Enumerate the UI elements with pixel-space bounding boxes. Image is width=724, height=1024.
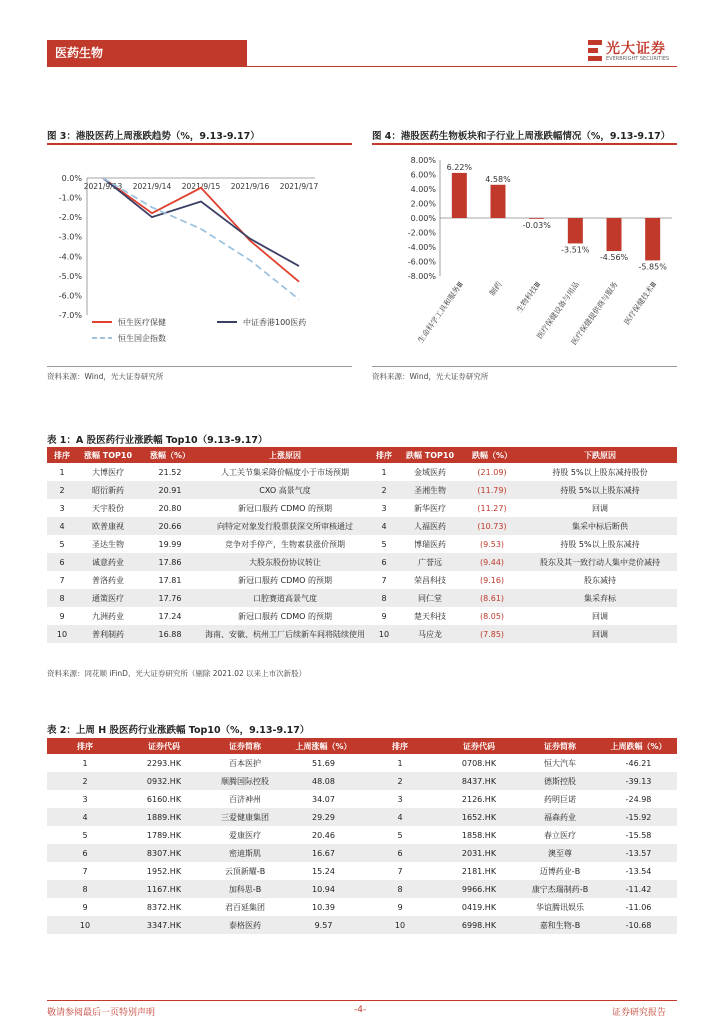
fig3-line-chart — [47, 150, 352, 365]
table1-row — [47, 463, 677, 481]
table1-loss-reason: 股东减持 — [584, 575, 616, 585]
table1-name-down: 新华医疗 — [414, 503, 446, 513]
table2-code-down: 2126.HK — [461, 794, 497, 804]
table2-rank-up: 10 — [47, 916, 123, 934]
footer-rule — [47, 1000, 677, 1001]
fig4-data-label: -4.56% — [599, 253, 629, 263]
table2-loss-value: -11.42 — [600, 880, 677, 898]
fig3-y-tick-label: -4.0% — [58, 252, 82, 262]
table1-name-up: 九洲药业 — [92, 611, 124, 621]
table2-loss-value: -13.54 — [625, 866, 652, 876]
table2-code-up: 1167.HK — [123, 880, 205, 898]
table1-gain-reason: 竞争对手停产，生物素获涨价预期 — [225, 539, 345, 549]
fig3-y-tick-label: -2.0% — [58, 213, 82, 223]
table1-gain-reason: 新冠口服药 CDMO 的预期 — [237, 611, 333, 621]
table2-name-up: 百济神州 — [229, 794, 261, 804]
fig4-bar — [452, 173, 467, 218]
table1-row — [47, 625, 677, 643]
table1-rank-down: 1 — [381, 467, 387, 477]
table2-gain-value: 16.67 — [285, 844, 362, 862]
table2-row — [47, 754, 677, 772]
fig3-x-tick-label: 2021/9/13 — [83, 182, 123, 191]
table1-gain-reason: 向特定对象发行股票获深交所审核通过 — [201, 517, 369, 535]
fig4-y-tick-label: 8.00% — [410, 156, 436, 165]
table1-loss-value: (8.05) — [479, 611, 505, 621]
table2-rank-up: 1 — [82, 758, 88, 768]
table1-row — [47, 517, 677, 535]
table2-rank-up: 7 — [82, 866, 88, 876]
fig4-title: 图 4：港股医药生物板块和子行业上周涨跌幅情况（%，9.13-9.17） — [372, 131, 671, 142]
table1-name-up: 欧普康视 — [77, 517, 139, 535]
table1-gain-reason: CXO 高景气度 — [201, 481, 369, 499]
table2-name-down: 迈博药业-B — [539, 866, 581, 876]
fig4-bar — [491, 185, 506, 218]
fig3-x-tick-label: 2021/9/15 — [181, 182, 221, 191]
table2-name-up: 三爱健康集团 — [205, 808, 285, 826]
table1-gain-reason: 人工关节集采降价幅度小于市场预期 — [221, 467, 349, 477]
table2-rank-down: 3 — [397, 794, 403, 804]
table1-loss-value: (9.44) — [461, 553, 523, 571]
fig4-bar — [529, 218, 544, 219]
table1-gain-reason: 海南、安徽、杭州工厂后续新车间将陆续使用 — [201, 625, 369, 643]
table1-rank-up: 3 — [59, 503, 65, 513]
table1-loss-value: (21.09) — [477, 467, 507, 477]
table1-loss-value: (11.79) — [461, 481, 523, 499]
table1-gain-reason: 新冠口服药 CDMO 的预期 — [237, 503, 333, 513]
table2-code-up: 1789.HK — [146, 830, 182, 840]
table2-loss-value: -24.98 — [625, 794, 652, 804]
fig4-category-label: 医疗保健技术Ⅲ — [622, 279, 659, 327]
table1-header-cell: 涨幅 TOP10 — [77, 447, 139, 463]
logo-subtitle: EVERBRIGHT SECURITIES — [606, 56, 670, 62]
table2-code-down: 1858.HK — [461, 830, 497, 840]
table1-rank-up: 2 — [47, 481, 77, 499]
table2-gain-value: 34.07 — [312, 794, 335, 804]
table1-gain-reason: 大股东股份协议转让 — [201, 553, 369, 571]
table2-name-up: 顺腾国际控股 — [205, 772, 285, 790]
table2-row — [47, 862, 677, 880]
table2-header-cell: 上周涨幅（%） — [285, 738, 362, 754]
table2-code-up: 3347.HK — [123, 916, 205, 934]
table1-rank-up: 7 — [59, 575, 65, 585]
fig4-y-tick-label: -6.00% — [407, 257, 436, 267]
table2-header-cell: 证券简称 — [205, 738, 285, 754]
table2-loss-value: -15.58 — [625, 830, 652, 840]
table1-row — [47, 571, 677, 589]
table2-rank-down: 7 — [397, 866, 403, 876]
table2-code-down: 2031.HK — [438, 844, 520, 862]
table2 — [47, 738, 677, 934]
fig4-y-tick-label: 4.00% — [410, 185, 436, 194]
fig4-category-label: 生物科技Ⅲ — [514, 279, 543, 314]
fig3-x-tick-label: 2021/9/14 — [132, 182, 172, 191]
logo-mark-icon — [588, 40, 602, 62]
table2-gain-value: 9.57 — [285, 916, 362, 934]
table1-gain-value: 20.80 — [158, 503, 182, 513]
table2-header-cell: 排序 — [47, 738, 123, 754]
table2-name-up: 君百延集团 — [225, 902, 265, 912]
table1-name-up: 天宇股份 — [92, 503, 124, 513]
table2-rank-up: 4 — [47, 808, 123, 826]
fig3-bottom-rule — [47, 366, 352, 367]
table2-title: 表 2：上周 H 股医药行业涨跌幅 Top10（%，9.13-9.17） — [47, 725, 310, 736]
table2-header-cell: 证券简称 — [520, 738, 600, 754]
fig3-y-tick-label: -5.0% — [58, 271, 82, 281]
table2-name-up: 泰格医药 — [205, 916, 285, 934]
table2-header-cell: 排序 — [362, 738, 438, 754]
table1-header-cell: 跌幅 TOP10 — [399, 447, 461, 463]
table1-loss-value: (8.61) — [461, 589, 523, 607]
table1-name-up: 普利制药 — [77, 625, 139, 643]
table2-name-up: 云顶新耀-B — [224, 866, 266, 876]
table2-rank-down: 1 — [397, 758, 403, 768]
table1-gain-value: 17.76 — [139, 589, 201, 607]
table2-rank-up: 8 — [47, 880, 123, 898]
table1-rank-up: 10 — [47, 625, 77, 643]
table1-rank-up: 9 — [59, 611, 65, 621]
table2-code-down: 8437.HK — [438, 772, 520, 790]
table2-code-down: 9966.HK — [438, 880, 520, 898]
table2-name-down: 澳至尊 — [520, 844, 600, 862]
table2-code-up: 8372.HK — [146, 902, 182, 912]
table1-name-up: 普洛药业 — [92, 575, 124, 585]
table2-row — [47, 826, 677, 844]
table1-name-down: 马应龙 — [399, 625, 461, 643]
table1-name-up: 通策医疗 — [77, 589, 139, 607]
table1-gain-value: 17.24 — [158, 611, 182, 621]
table1-loss-reason: 集采中标后断供 — [523, 517, 677, 535]
fig4-bar — [645, 218, 660, 260]
table2-rank-down: 9 — [397, 902, 403, 912]
table2-row — [47, 844, 677, 862]
table2-code-down: 1652.HK — [438, 808, 520, 826]
fig4-bar — [607, 218, 622, 251]
table1-name-up: 圣达生物 — [92, 539, 124, 549]
page-number: -4- — [354, 1005, 367, 1015]
table2-code-down: 0419.HK — [461, 902, 497, 912]
table1-name-up: 昭衍新药 — [77, 481, 139, 499]
table1-loss-reason: 回调 — [592, 503, 608, 513]
table1-gain-reason: 口腔赛道高景气度 — [201, 589, 369, 607]
fig4-y-tick-label: -8.00% — [407, 272, 436, 281]
table2-code-down: 0708.HK — [461, 758, 497, 768]
table2-name-down: 恒大汽车 — [544, 758, 576, 768]
table2-loss-value: -13.57 — [600, 844, 677, 862]
table2-rank-down: 6 — [362, 844, 438, 862]
table2-loss-value: -11.06 — [625, 902, 652, 912]
footer-report-type: 证券研究报告 — [612, 1008, 667, 1018]
table1-row — [47, 535, 677, 553]
table1-name-down: 圣湘生物 — [399, 481, 461, 499]
table2-gain-value: 15.24 — [312, 866, 335, 876]
fig4-data-label: -3.51% — [561, 245, 590, 255]
table1-row — [47, 607, 677, 625]
fig4-y-tick-label: 0.00% — [410, 214, 436, 223]
table1-loss-reason: 持股 5%以上股东减持 — [560, 539, 640, 549]
table1-name-down: 楚天科技 — [414, 611, 446, 621]
table1-name-down: 人福医药 — [399, 517, 461, 535]
table1-gain-value: 16.88 — [139, 625, 201, 643]
table2-code-up: 6160.HK — [146, 794, 182, 804]
table2-gain-value: 29.29 — [285, 808, 362, 826]
table1-name-down: 金域医药 — [414, 467, 446, 477]
table1-gain-value: 20.66 — [139, 517, 201, 535]
table1-name-up: 诚意药业 — [77, 553, 139, 571]
table1-loss-value: (11.27) — [477, 503, 507, 513]
table2-rank-up: 6 — [47, 844, 123, 862]
table1-title: 表 1：A 股医药行业涨跌幅 Top10（9.13-9.17） — [47, 435, 268, 446]
table1-loss-value: (10.73) — [461, 517, 523, 535]
table1-rank-down: 7 — [381, 575, 387, 585]
table2-row — [47, 916, 677, 934]
table1-row — [47, 481, 677, 499]
table1-row — [47, 589, 677, 607]
fig3-y-tick-label: -3.0% — [58, 232, 82, 242]
table1-loss-value: (9.16) — [479, 575, 505, 585]
table2-code-down: 6998.HK — [438, 916, 520, 934]
table2-loss-value: -39.13 — [600, 772, 677, 790]
table2-gain-value: 48.08 — [285, 772, 362, 790]
table2-code-up: 8307.HK — [123, 844, 205, 862]
fig3-y-tick-label: 0.0% — [61, 174, 82, 183]
fig3-top-rule — [47, 143, 352, 145]
table2-row — [47, 880, 677, 898]
table2-loss-value: -46.21 — [625, 758, 652, 768]
table1-loss-value: (9.53) — [479, 539, 505, 549]
table1-gain-reason: 新冠口服药 CDMO 的预期 — [237, 575, 333, 585]
table2-loss-value: -10.68 — [600, 916, 677, 934]
table1-gain-value: 19.99 — [158, 539, 182, 549]
table2-code-up: 0932.HK — [123, 772, 205, 790]
table2-name-down: 康宁杰瑞制药-B — [520, 880, 600, 898]
table1-rank-down: 2 — [369, 481, 399, 499]
table1-rank-down: 5 — [381, 539, 387, 549]
fig3-legend-label: 恒生国企指数 — [118, 334, 166, 343]
table2-name-down: 药明巨诺 — [544, 794, 576, 804]
table2-header-cell: 证券代码 — [438, 738, 520, 754]
table1-name-down: 荣昌科技 — [414, 575, 446, 585]
table1-name-down: 博瑞医药 — [414, 539, 446, 549]
table2-row — [47, 898, 677, 916]
table1-row — [47, 499, 677, 517]
table2-name-down: 福森药业 — [520, 808, 600, 826]
table2-code-up: 1952.HK — [146, 866, 182, 876]
table1-source: 资料来源：同花顺 iFinD、光大证券研究所（剔除 2021.02 以来上市次新股） — [47, 669, 307, 678]
table2-row — [47, 808, 677, 826]
footer-disclaimer[interactable]: 敬请参阅最后一页特别声明 — [47, 1008, 156, 1018]
table1-rank-down: 3 — [381, 503, 387, 513]
fig4-data-label: -5.85% — [638, 262, 667, 272]
fig4-source: 资料来源：Wind，光大证券研究所 — [372, 372, 489, 381]
table2-rank-down: 5 — [397, 830, 403, 840]
table2-rank-down: 8 — [362, 880, 438, 898]
table1-header-cell: 下跌原因 — [523, 447, 677, 463]
table2-name-down: 春立医疗 — [544, 830, 576, 840]
table1-rank-up: 4 — [47, 517, 77, 535]
table1-name-down: 同仁堂 — [399, 589, 461, 607]
table1-rank-down: 10 — [369, 625, 399, 643]
table2-gain-value: 10.39 — [312, 902, 335, 912]
table1-header-cell: 排序 — [369, 447, 399, 463]
logo-name: 光大证券 — [606, 41, 666, 57]
table2-gain-value: 51.69 — [312, 758, 335, 768]
fig4-category-label: 制药 — [487, 279, 504, 298]
fig3-source: 资料来源：Wind，光大证券研究所 — [47, 372, 164, 381]
fig4-data-label: 4.58% — [485, 174, 511, 184]
fig3-legend-label: 恒生医疗保健 — [118, 318, 166, 327]
fig4-category-label: 医疗保健设备与用品 — [534, 279, 581, 341]
fig3-y-tick-label: -7.0% — [58, 311, 82, 320]
fig3-y-tick-label: -1.0% — [58, 193, 82, 203]
fig4-bar-chart — [372, 150, 677, 365]
table1-rank-down: 8 — [369, 589, 399, 607]
fig3-legend-label: 中证香港100医药 — [243, 318, 307, 327]
fig3-x-tick-label: 2021/9/17 — [279, 182, 319, 191]
table1-loss-reason: 持股 5%以上股东减持 — [523, 481, 677, 499]
table2-code-up: 1889.HK — [123, 808, 205, 826]
table2-name-down: 华谊腾讯娱乐 — [536, 902, 584, 912]
table2-name-up: 密迪斯肌 — [205, 844, 285, 862]
section-tag: 医药生物 — [47, 40, 247, 66]
fig4-y-tick-label: 6.00% — [410, 170, 436, 180]
table1-loss-reason: 回调 — [523, 625, 677, 643]
fig4-top-rule — [372, 143, 677, 145]
table2-name-down: 嘉和生物-B — [520, 916, 600, 934]
table1-gain-value: 17.86 — [139, 553, 201, 571]
table2-row — [47, 790, 677, 808]
table1-gain-value: 21.52 — [158, 467, 182, 477]
fig3-x-tick-label: 2021/9/16 — [230, 182, 270, 191]
table1-loss-value: (7.85) — [461, 625, 523, 643]
table1-gain-value: 20.91 — [139, 481, 201, 499]
table1-loss-reason: 持股 5%以上股东减持股份 — [552, 467, 648, 477]
table1-name-up: 大博医疗 — [92, 467, 124, 477]
table1-header-cell: 涨幅（%） — [139, 447, 201, 463]
table1-header-cell: 排序 — [47, 447, 77, 463]
table2-name-down: 德斯控股 — [520, 772, 600, 790]
table2-name-up: 加科思-B — [205, 880, 285, 898]
fig4-y-tick-label: -2.00% — [407, 228, 436, 238]
fig4-data-label: -0.03% — [522, 220, 551, 230]
table2-gain-value: 20.46 — [312, 830, 335, 840]
fig4-bottom-rule — [372, 366, 677, 367]
table2-header-cell: 证券代码 — [123, 738, 205, 754]
fig4-category-label: 生命科学工具和服务Ⅲ — [415, 279, 465, 345]
header-rule — [47, 66, 677, 67]
table1-rank-down: 9 — [381, 611, 387, 621]
fig3-series-line-2 — [103, 178, 299, 266]
table2-rank-up: 9 — [82, 902, 88, 912]
table2-row — [47, 772, 677, 790]
table1-loss-reason: 集采弃标 — [523, 589, 677, 607]
table2-name-up: 百本医护 — [229, 758, 261, 768]
fig3-title: 图 3：港股医药上周涨跌趋势（%，9.13-9.17） — [47, 131, 260, 142]
table2-code-up: 2293.HK — [146, 758, 182, 768]
table1-rank-up: 6 — [47, 553, 77, 571]
table2-code-down: 2181.HK — [461, 866, 497, 876]
table1-rank-up: 1 — [59, 467, 65, 477]
table1-rank-down: 4 — [369, 517, 399, 535]
table2-header-cell: 上周跌幅（%） — [600, 738, 677, 754]
table1-rank-up: 8 — [47, 589, 77, 607]
fig4-bar — [568, 218, 583, 243]
fig4-y-tick-label: -4.00% — [407, 243, 436, 252]
table2-rank-down: 4 — [362, 808, 438, 826]
table2-rank-down: 10 — [362, 916, 438, 934]
fig4-y-tick-label: 2.00% — [410, 199, 436, 209]
table1-loss-reason: 股东及其一致行动人集中竞价减持 — [523, 553, 677, 571]
table2-rank-down: 2 — [362, 772, 438, 790]
table2-rank-up: 2 — [47, 772, 123, 790]
table2-gain-value: 10.94 — [285, 880, 362, 898]
table1-name-down: 广誉远 — [399, 553, 461, 571]
fig4-data-label: 6.22% — [446, 162, 473, 172]
fig3-y-tick-label: -6.0% — [58, 291, 82, 301]
table1-rank-up: 5 — [59, 539, 65, 549]
brand-logo — [588, 38, 682, 64]
table1-rank-down: 6 — [369, 553, 399, 571]
fig3-series-line-3 — [103, 178, 299, 299]
table1-header-cell: 跌幅（%） — [461, 447, 523, 463]
table1-header-cell: 上涨原因 — [201, 447, 369, 463]
table2-rank-up: 3 — [82, 794, 88, 804]
table1-row — [47, 553, 677, 571]
fig4-category-label: 医疗保健提供商与服务 — [569, 279, 620, 347]
table1-gain-value: 17.81 — [158, 575, 182, 585]
table2-name-up: 爱康医疗 — [229, 830, 261, 840]
table1-loss-reason: 回调 — [592, 611, 608, 621]
table1 — [47, 447, 677, 643]
table2-rank-up: 5 — [82, 830, 88, 840]
table2-loss-value: -15.92 — [600, 808, 677, 826]
